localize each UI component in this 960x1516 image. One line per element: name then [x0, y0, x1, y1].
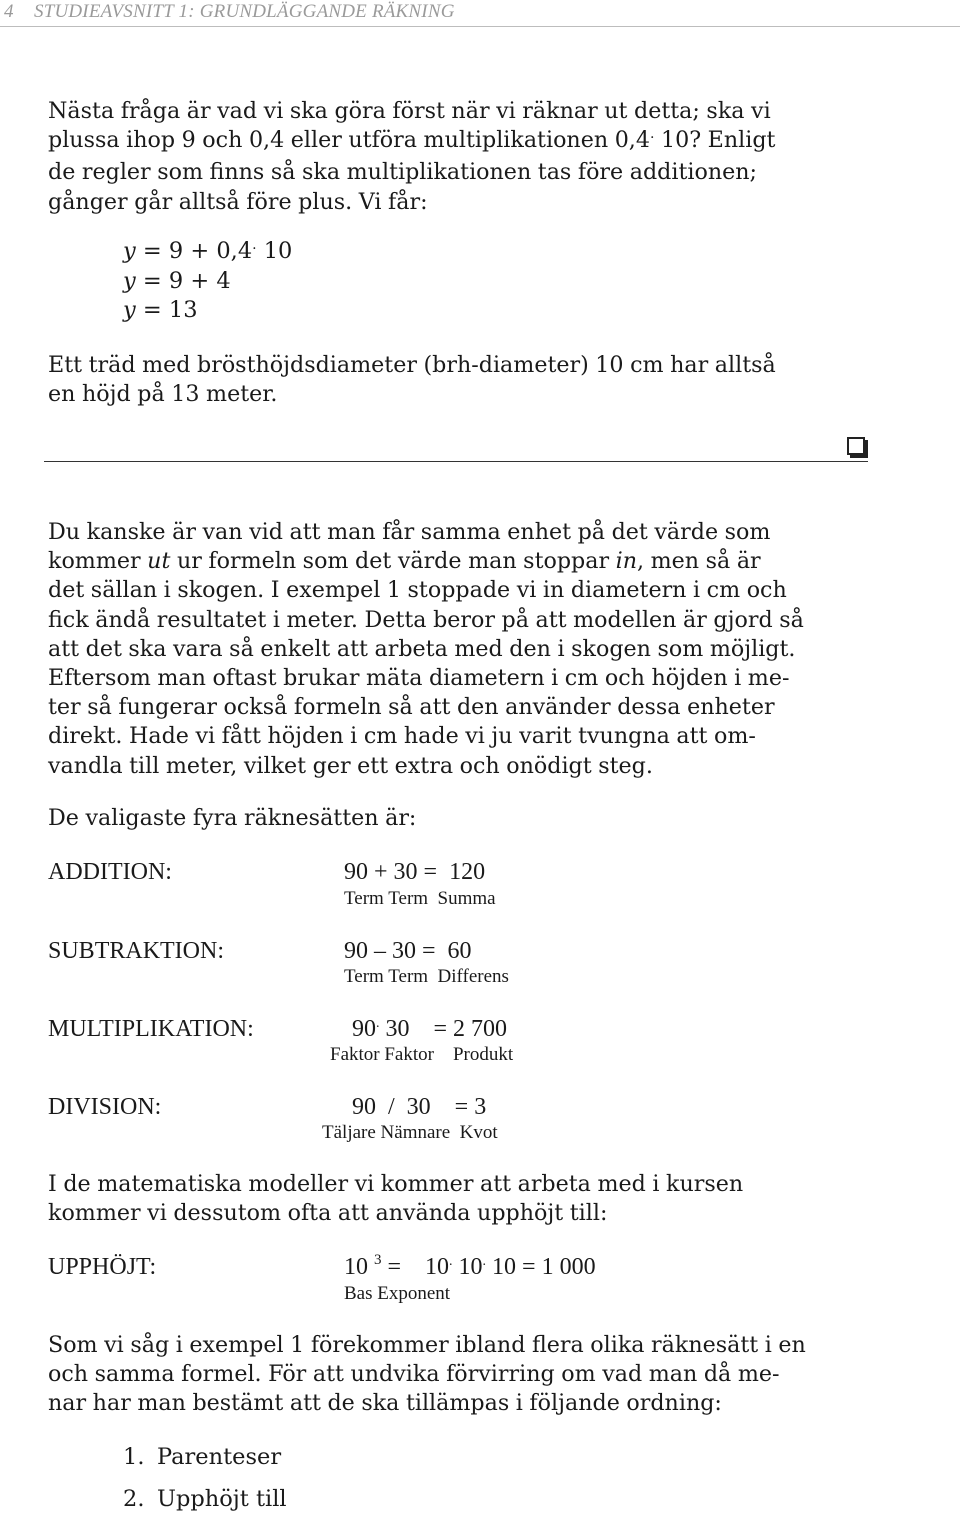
subtraction-label: SUBTRAKTION: [48, 938, 225, 964]
operations-intro: De valigaste fyra räknesätten är: [48, 805, 417, 831]
page-header [0, 0, 960, 27]
text-line: I de matematiska modeller vi kommer att arbeta med i kursen [48, 1171, 744, 1197]
end-of-example-box-icon [847, 437, 865, 455]
addition-terms: Term Term Summa [344, 888, 496, 909]
subtraction-expression: 90 – 30 = 60 [344, 938, 472, 964]
text-line: Eftersom man oftast brukar mäta diametern i cm och höjden i me- [48, 665, 790, 692]
list-item: 1. Parenteser [123, 1444, 282, 1470]
multiplication-dot: . [482, 1254, 487, 1269]
section-divider [44, 461, 868, 462]
subtraction-terms: Term Term Differens [344, 966, 509, 987]
text-line: att det ska vara så enkelt att arbeta med den i skogen som möjligt. [48, 635, 796, 662]
power-expression: 10 $^3$ = 10. 10. 10 = 1 000 [344, 1252, 596, 1280]
chapter-title: STUDIEAVSNITT 1: GRUNDLÄGGANDE RÄKNING [34, 1, 455, 22]
text-line: Som vi såg i exempel 1 förekommer ibland flera olika räknesätt i en [48, 1332, 806, 1358]
result-paragraph [48, 351, 878, 409]
text-line: Ett träd med brösthöjdsdiameter (brh-diameter) 10 cm har alltså [48, 352, 776, 378]
addition-expression: 90 + 30 = 120 [344, 859, 486, 885]
power-intro-paragraph [48, 1170, 878, 1228]
exponent: 3 [374, 1252, 382, 1268]
page-number: 4 [4, 1, 14, 22]
equation-3: y = 13 [123, 297, 198, 323]
multiplication-dot: . [449, 1254, 453, 1269]
multiplication-dot: . [649, 126, 655, 143]
division-expression: 90 / 30 = 3 [352, 1094, 487, 1120]
equation-2: y = 9 + 4 [123, 268, 231, 294]
multiplication-expression: 90. 30 = 2 700 [352, 1016, 508, 1042]
multiplication-dot: . [376, 1016, 380, 1031]
text-line: kommer vi dessutom ofta att använda upphöjt till: [48, 1200, 608, 1227]
text-line: och samma formel. För att undvika förvirring om vad man då me- [48, 1361, 780, 1388]
division-label: DIVISION: [48, 1094, 162, 1120]
text-line: ter så fungerar också formeln så att den använder dessa enheter [48, 694, 775, 721]
text-line: plussa ihop 9 och 0,4 eller utföra multiplikationen 0,4. 10? Enligt [48, 126, 776, 154]
text-line: det sällan i skogen. I exempel 1 stoppade vi in diametern i cm och [48, 577, 787, 604]
text-line: gånger går alltså före plus. Vi får: [48, 188, 428, 215]
text-line: fick ändå resultatet i meter. Detta beror på att modellen är gjord så [48, 606, 804, 633]
multiplication-label: MULTIPLIKATION: [48, 1016, 254, 1042]
units-paragraph [48, 518, 878, 781]
intro-paragraph [48, 97, 878, 217]
list-item: 2. Upphöjt till [123, 1486, 287, 1512]
text-line: Du kanske är van vid att man får samma enhet på det värde som [48, 519, 771, 545]
text-line: Nästa fråga är vad vi ska göra först när vi räknar ut detta; ska vi [48, 98, 771, 124]
text-line: vandla till meter, vilket ger ett extra och onödigt steg. [48, 752, 653, 779]
multiplication-dot: . [252, 237, 257, 253]
power-terms: Bas Exponent [344, 1283, 451, 1304]
multiplication-terms: Faktor Faktor Produkt [330, 1044, 514, 1065]
equation-1: y = 9 + 0,4. 10 [123, 237, 293, 264]
text-line: nar har man bestämt att de ska tillämpas i följande ordning: [48, 1390, 722, 1417]
text-line: direkt. Hade vi fått höjden i cm hade vi ju varit tvungna att om- [48, 723, 756, 750]
text-line: kommer ut ur formeln som det värde man stoppar in, men så är [48, 548, 761, 575]
division-terms: Täljare Nämnare Kvot [322, 1122, 498, 1143]
power-label: UPPHÖJT: [48, 1254, 157, 1280]
order-intro-paragraph [48, 1331, 878, 1419]
text-line: en höjd på 13 meter. [48, 381, 278, 408]
text-line: de regler som finns så ska multiplikationen tas före additionen; [48, 159, 758, 186]
addition-label: ADDITION: [48, 859, 172, 885]
